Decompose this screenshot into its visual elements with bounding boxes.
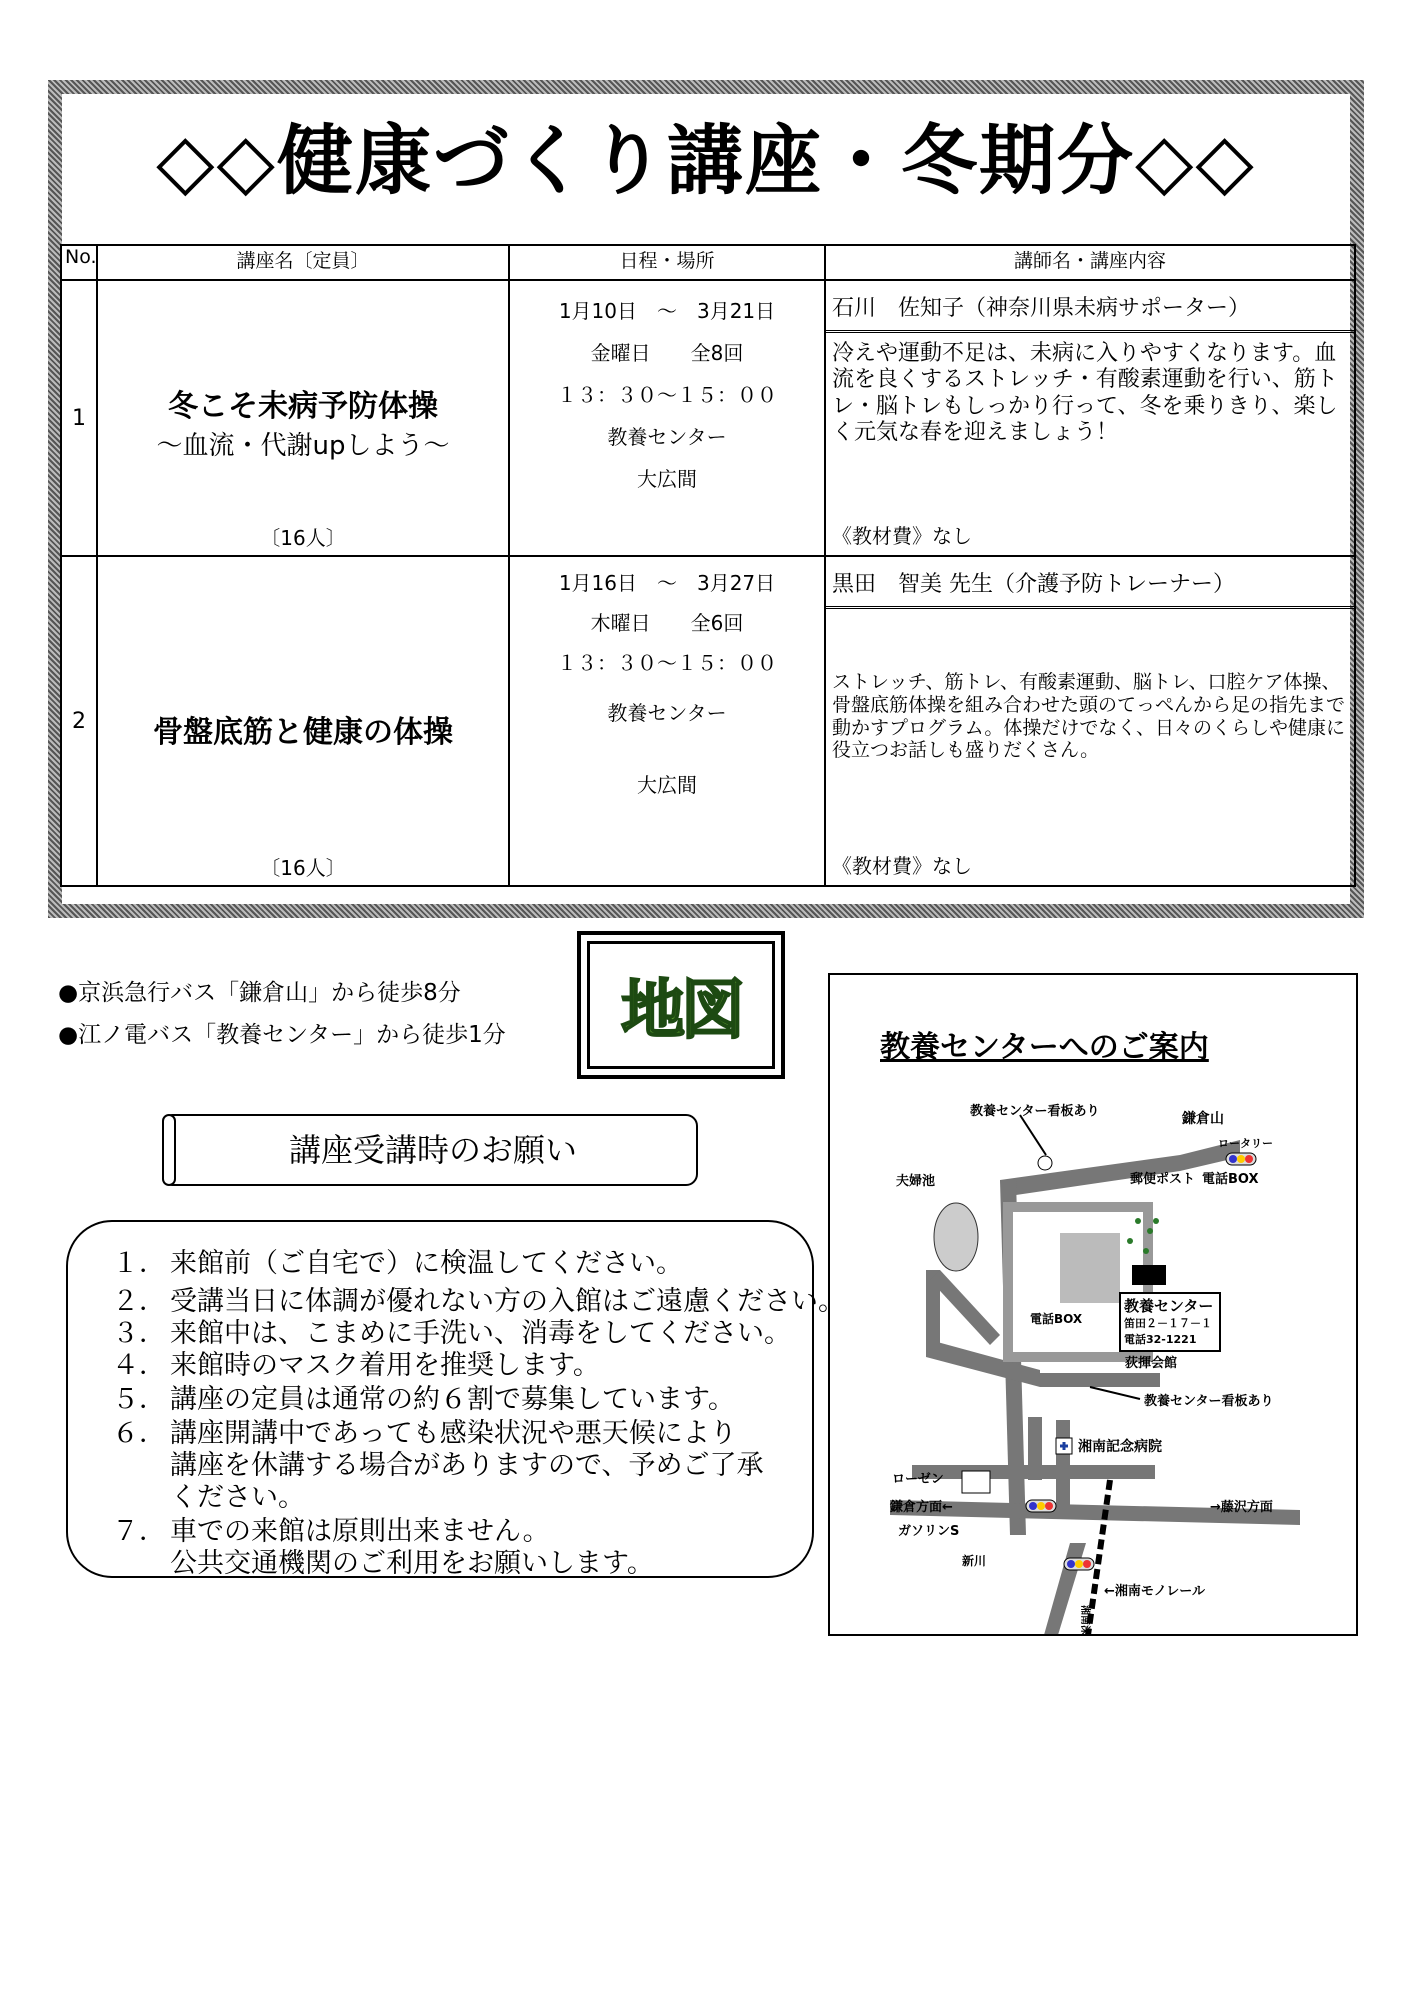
course-fee: 《教材費》なし bbox=[832, 854, 972, 878]
course-name-cell bbox=[97, 280, 509, 556]
map-button-label: 地図 bbox=[621, 974, 741, 1048]
course-description: 冷えや運動不足は、未病に入りやすくなります。血流を良くするストレッチ・有酸素運動を行い、筋トレ・脳トレもしっかり行って、冬を乗りきり、楽しく元気な春を迎えましょう！ bbox=[832, 341, 1338, 446]
map-address: 笛田２－１７－１ bbox=[1124, 1317, 1212, 1330]
map-kamakura-dir: 鎌倉方面← bbox=[890, 1500, 953, 1515]
course-name: 冬こそ未病予防体操 bbox=[168, 389, 438, 424]
course-day: 木曜日 全6回 bbox=[590, 611, 744, 635]
traffic-light-icon bbox=[1226, 1153, 1256, 1165]
rule-item: ５． 講座の定員は通常の約６割で募集しています。 bbox=[112, 1384, 735, 1415]
sign-pointer bbox=[1020, 1115, 1046, 1155]
course-room: 大広間 bbox=[637, 467, 697, 491]
access-bus-enoden: ●江ノ電バス「教養センター」から徒歩1分 bbox=[58, 1022, 506, 1048]
lawson-icon bbox=[962, 1471, 990, 1493]
map-monorail: ←湘南モノレール bbox=[1104, 1584, 1205, 1599]
notice-title: 講座受講時のお願い bbox=[288, 1131, 577, 1169]
instructor-cell bbox=[825, 280, 1355, 556]
course-dates: 1月10日 ～ 3月21日 bbox=[558, 299, 776, 323]
rule-item: ４． 来館時のマスク着用を推奨します。 bbox=[112, 1350, 600, 1381]
access-bus-keikyu: ●京浜急行バス「鎌倉山」から徒歩8分 bbox=[58, 980, 461, 1006]
header-no: No. bbox=[61, 245, 97, 280]
map-ogikai: 荻揮会館 bbox=[1125, 1356, 1178, 1371]
center-block bbox=[1132, 1265, 1166, 1285]
rule-item-cont: 講座を休講する場合がありますので、予めご了承 bbox=[170, 1450, 764, 1481]
header-instructor: 講師名・講座内容 bbox=[825, 245, 1355, 280]
map-fufuike: 夫婦池 bbox=[896, 1174, 936, 1189]
course-frame bbox=[48, 80, 1364, 918]
schedule-cell bbox=[509, 280, 825, 556]
row-no: 2 bbox=[61, 556, 97, 886]
header-schedule: 日程・場所 bbox=[509, 245, 825, 280]
rule-item: ７． 車での来館は原則出来ません。 bbox=[112, 1516, 550, 1547]
instructor-cell bbox=[825, 556, 1355, 886]
map-rotary: ロータリー bbox=[1218, 1137, 1273, 1150]
map-gas: ガソリンS bbox=[898, 1524, 960, 1539]
map-fujisawa-dir: →藤沢方面 bbox=[1210, 1500, 1273, 1515]
course-time: １３：３０～１５：００ bbox=[557, 383, 777, 407]
header-name: 講座名〔定員〕 bbox=[97, 245, 509, 280]
rule-item: １． 来館前（ご自宅で）に検温してください。 bbox=[112, 1248, 683, 1279]
traffic-light-icon bbox=[1026, 1500, 1056, 1512]
map-button-frame bbox=[587, 941, 775, 1069]
map-phonebox: 電話BOX bbox=[1202, 1172, 1259, 1187]
course-fee: 《教材費》なし bbox=[832, 524, 972, 548]
rule-item-cont: ください。 bbox=[170, 1482, 305, 1513]
course-subtitle: ～血流・代謝upしよう～ bbox=[156, 431, 450, 461]
course-dates: 1月16日 ～ 3月27日 bbox=[558, 571, 776, 595]
course-capacity: 〔16人〕 bbox=[260, 856, 346, 880]
map-center: 教養センター bbox=[1124, 1297, 1214, 1315]
map-phone2: 電話BOX bbox=[1030, 1312, 1083, 1326]
course-name: 骨盤底筋と健康の体操 bbox=[153, 715, 453, 750]
rule-item: ２． 受講当日に体調が優れない方の入館はご遠慮ください。 bbox=[112, 1286, 845, 1317]
map-sign1: 教養センター看板あり bbox=[970, 1104, 1100, 1119]
course-panel bbox=[62, 94, 1350, 904]
notice-title-banner bbox=[168, 1114, 698, 1186]
course-table bbox=[60, 244, 1356, 887]
course-room: 大広間 bbox=[637, 773, 697, 797]
center-wing bbox=[1060, 1233, 1120, 1303]
traffic-light-icon bbox=[1064, 1558, 1094, 1570]
map-sign2: 教養センター看板あり bbox=[1144, 1394, 1274, 1409]
map-hospital: 湘南記念病院 bbox=[1078, 1439, 1162, 1455]
table-row bbox=[61, 556, 1355, 886]
fufuike-pond bbox=[934, 1203, 978, 1271]
map-title: 教養センターへのご案内 bbox=[880, 1030, 1209, 1065]
sign-icon bbox=[1038, 1156, 1052, 1170]
rules-box bbox=[66, 1220, 845, 1579]
map-illustration bbox=[830, 975, 1356, 1634]
course-description: ストレッチ、筋トレ、有酸素運動、脳トレ、口腔ケア体操、骨盤底筋体操を組み合わせた頭のてっぺんから足の指先まで動かすプログラム。体操だけでなく、日々のくらしや健康に役立つお話しも盛りだくさん。 bbox=[832, 671, 1346, 762]
row-no: 1 bbox=[61, 280, 97, 556]
map-tel: 電話32-1221 bbox=[1124, 1333, 1197, 1346]
map-station: 湘南深沢 bbox=[1079, 1605, 1090, 1634]
map-shinkawa: 新川 bbox=[962, 1554, 987, 1568]
rule-item: ６． 講座開講中であっても感染状況や悪天候により bbox=[112, 1418, 737, 1449]
instructor-name: 石川 佐知子（神奈川県未病サポーター） bbox=[826, 281, 1354, 333]
table-header-row bbox=[61, 245, 1355, 280]
rule-item: ３． 来館中は、こまめに手洗い、消毒をしてください。 bbox=[112, 1318, 791, 1349]
monorail-track bbox=[1088, 1480, 1110, 1634]
course-day: 金曜日 全8回 bbox=[590, 341, 744, 365]
sign-pointer bbox=[1090, 1387, 1140, 1399]
schedule-cell bbox=[509, 556, 825, 886]
page-title: ◇◇健康づくり講座・冬期分◇◇ bbox=[156, 116, 1256, 205]
rule-item-cont: 公共交通機関のご利用をお願いします。 bbox=[170, 1548, 654, 1579]
map-post: 郵便ポスト bbox=[1130, 1172, 1196, 1187]
course-venue: 教養センター bbox=[607, 701, 727, 725]
course-time: １３：３０～１５：００ bbox=[557, 651, 777, 675]
instructor-name: 黒田 智美 先生（介護予防トレーナー） bbox=[826, 557, 1354, 609]
course-capacity: 〔16人〕 bbox=[260, 526, 346, 550]
map-lawson: ローゼン bbox=[892, 1472, 944, 1487]
table-row bbox=[61, 280, 1355, 556]
course-venue: 教養センター bbox=[607, 425, 727, 449]
course-name-cell bbox=[97, 556, 509, 886]
access-map bbox=[828, 973, 1358, 1636]
map-kamakurayama: 鎌倉山 bbox=[1182, 1111, 1224, 1127]
map-button[interactable] bbox=[577, 931, 785, 1079]
